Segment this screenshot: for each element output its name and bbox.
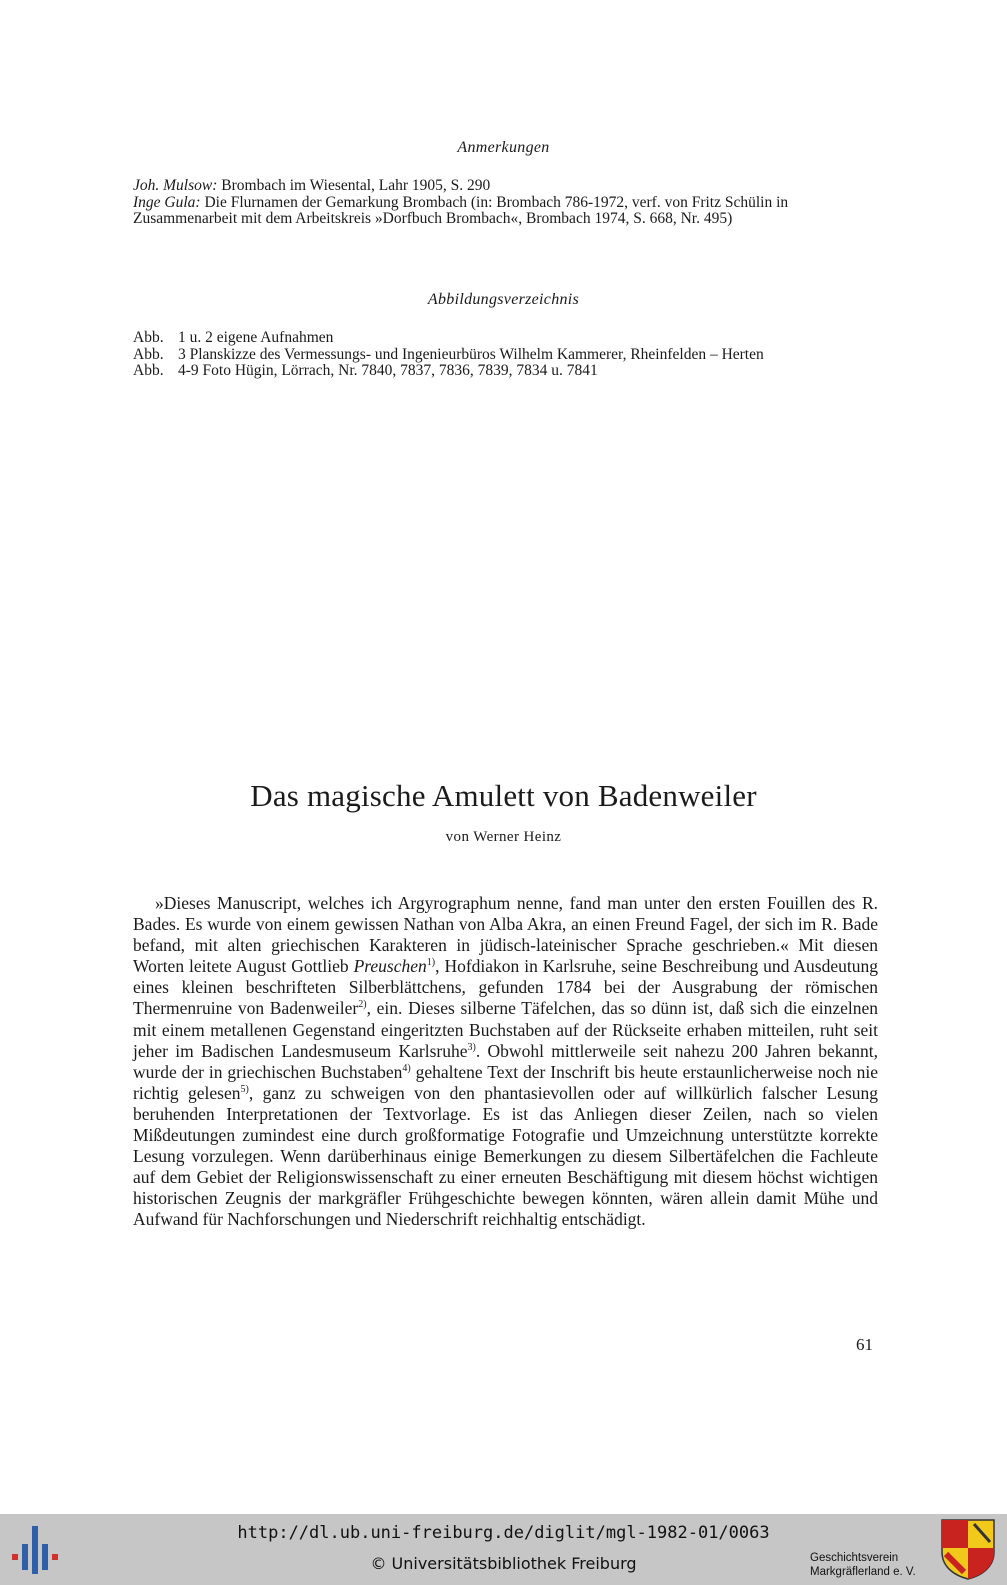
figure-key: Abb. <box>133 345 164 363</box>
note-author: Inge Gula: <box>133 193 201 211</box>
article-author: von Werner Heinz <box>445 829 562 845</box>
figure-entry <box>133 363 878 380</box>
footnote-ref: 1) <box>426 957 436 969</box>
paragraph-text: »Dieses Manuscript, welches ich Argyrographum nenne, fand man unter den ersten Fouillen des R. Bades. Es wurde von einem gewissen Nathan von Alba Akra, an einen Freund Fagel, der sich im R. Bade befand, mit alten griechischen Karakteren in jüdisch-lateinischer Sprache geschrieben.« Mit diesen Worten leitete August Gottlieb <box>133 893 878 977</box>
figures-heading: Abbildungsverzeichnis <box>427 291 580 308</box>
footnote-ref: 3) <box>467 1041 476 1053</box>
document-url-link[interactable]: http://dl.ub.uni-freiburg.de/diglit/mgl-1982-01/0063 <box>237 1523 770 1543</box>
paragraph-text: , Hofdiakon in Karlsruhe, seine Beschreibung und Ausdeutung eines kleinen beschrifteten Silberblättchens, gefunden 1784 bei der Ausgrabung der römischen Thermenruine von Badenweiler <box>133 956 878 1019</box>
paragraph-text: gehaltene Text der Inschrift bis heute erstaunlicherweise noch nie richtig gelesen <box>133 1061 878 1103</box>
footnote-ref: 4) <box>402 1062 411 1074</box>
note-author: Joh. Mulsow: <box>133 177 218 194</box>
paragraph-text: , ganz zu schweigen von den phantasievollen oder auf willkürlich falscher Lesung beruhenden Interpretationen der Textvorlage. Es ist das Anliegen dieser Zeilen, nach so vielen Mißdeutungen zumindest eine durch großformatige Fotografie und Umzeichnung unterstützte korrekte Lesung vorzulegen. Wenn darüberhinaus einige Bemerkungen zu diesem Silbertäfelchen die Fachleute auf dem Gebiet der Religionswissenschaft zu einer erneuten Beschäftigung mit diesem höchst wichtigen historischen Zeugnis der markgräfler Frühgeschichte bewegen könnten, wären allein damit Mühe und Aufwand für Nachforschungen und Niederschrift reichhaltig entschädigt. <box>133 1082 879 1230</box>
society-line: Geschichtsverein <box>810 1552 899 1564</box>
copyright-text: © Universitätsbibliothek Freiburg <box>370 1554 637 1573</box>
note-entry <box>133 195 878 228</box>
footer-bar <box>0 1514 1007 1585</box>
figure-key: Abb. <box>133 362 164 379</box>
society-name <box>810 1551 916 1579</box>
figure-key: Abb. <box>133 329 164 346</box>
note-text: Die Flurnamen der Gemarkung Brombach (in: Brombach 786-1972, verf. von Fritz Schülin in Zusammenarbeit mit dem Arbeitskreis »Dorfbuch Brombach«, Brombach 1974, S. 668, Nr. 495) <box>133 193 789 227</box>
paragraph-text: , ein. Dieses silberne Täfelchen, das so dünn ist, daß sich die einzelnen mit einem metallenen Gegenstand eingeritzten Buchstaben auf der Rückseite erhaben mitteilen, ruht seit jeher im Badischen Landesmuseum Karlsruhe <box>133 998 878 1061</box>
paragraph-text: . Obwohl mittlerweile seit nahezu 200 Jahren bekannt, wurde der in griechischen Buchstaben <box>133 1040 878 1082</box>
figure-text: 3 Planskizze des Vermessungs- und Ingenieurbüros Wilhelm Kammerer, Rheinfelden – Herten <box>178 345 764 363</box>
notes-list <box>133 178 878 228</box>
society-line: Markgräflerland e. V. <box>810 1566 916 1578</box>
footnote-ref: 5) <box>240 1084 249 1096</box>
note-text: Brombach im Wiesental, Lahr 1905, S. 290 <box>217 177 491 194</box>
coat-of-arms-icon <box>940 1518 996 1585</box>
note-entry <box>133 178 878 195</box>
footnote-ref: 2) <box>358 999 367 1011</box>
notes-heading: Anmerkungen <box>457 139 550 156</box>
name-preuschen: Preuschen <box>353 956 427 977</box>
figures-list <box>133 330 878 380</box>
figure-text: 1 u. 2 eigene Aufnahmen <box>178 329 334 346</box>
figure-entry <box>133 330 878 347</box>
figure-entry <box>133 347 878 364</box>
figure-text: 4-9 Foto Hügin, Lörrach, Nr. 7840, 7837, 7836, 7839, 7834 u. 7841 <box>178 362 598 379</box>
article-title: Das magische Amulett von Badenweiler <box>250 778 757 813</box>
article-paragraph <box>133 893 878 1231</box>
page-number: 61 <box>856 1335 873 1354</box>
